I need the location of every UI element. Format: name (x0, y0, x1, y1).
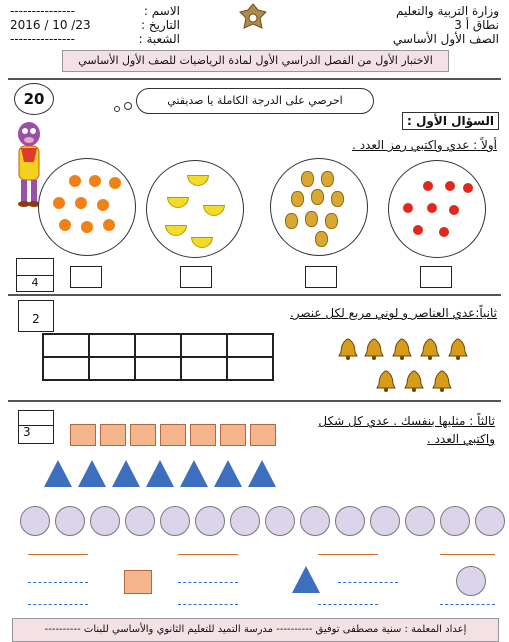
pineapple (285, 213, 298, 229)
apple (449, 205, 459, 215)
banana (203, 205, 225, 216)
grid-cell[interactable] (227, 334, 273, 357)
answer-line[interactable] (440, 604, 495, 605)
school-name: مدرسة التميد للتعليم الثانوي والأساسي للبنات (83, 624, 274, 635)
answer-line[interactable] (178, 582, 238, 583)
apple (439, 227, 449, 237)
ministry-name: وزارة التربية والتعليم (395, 4, 499, 18)
banana (187, 175, 209, 186)
question-2-instruction: ثانياً:عدي العناصر و لوني مربع لكل عنصر. (289, 306, 497, 320)
grid-cell[interactable] (89, 334, 135, 357)
circle-shape (20, 506, 50, 536)
pineapple (321, 171, 334, 187)
date-value: 2016 / 10 /23 (10, 18, 91, 32)
apple (445, 181, 455, 191)
answer-line[interactable] (178, 554, 238, 555)
answer-line[interactable] (440, 554, 495, 555)
section-field: --------------- (10, 32, 75, 46)
circle-shape (456, 566, 486, 596)
circle-shape (160, 506, 190, 536)
question-1-heading: السؤال الأول : (402, 112, 499, 130)
square-shape (250, 424, 276, 446)
apple (427, 203, 437, 213)
apple (463, 183, 473, 193)
circle-shape (125, 506, 155, 536)
answer-line[interactable] (28, 582, 88, 583)
pineapple (331, 191, 344, 207)
orange (75, 197, 87, 209)
answer-line[interactable] (318, 554, 378, 555)
triangle-shape (214, 460, 242, 487)
teacher-credit: إعداد المعلمة : سنية مصطفى توفيق (315, 624, 467, 635)
banana (167, 197, 189, 208)
divider (8, 400, 501, 402)
section-label: الشعبة : (138, 32, 180, 46)
square-shape (100, 424, 126, 446)
question-1-marks (16, 258, 54, 292)
banana-plate (146, 160, 244, 258)
grid-cell[interactable] (227, 357, 273, 380)
divider (8, 78, 501, 80)
circle-shape (440, 506, 470, 536)
grid-cell[interactable] (135, 357, 181, 380)
triangle-shape (44, 460, 72, 487)
squares-row (70, 424, 276, 446)
orange (81, 221, 93, 233)
name-field: --------------- (10, 4, 75, 18)
circle-shape (370, 506, 400, 536)
orange (59, 219, 71, 231)
square-shape (190, 424, 216, 446)
grid-cell[interactable] (181, 334, 227, 357)
circle-shape (405, 506, 435, 536)
triangle-shape (78, 460, 106, 487)
divider (8, 294, 501, 296)
question-2-marks (18, 300, 54, 332)
answer-box-apples[interactable] (420, 266, 452, 288)
footer-separator-2: ---------- (44, 624, 81, 635)
pineapple (291, 191, 304, 207)
pineapple (311, 189, 324, 205)
answer-line[interactable] (28, 554, 88, 555)
circle-shape (335, 506, 365, 536)
circle-shape (265, 506, 295, 536)
circle-shape (55, 506, 85, 536)
cloud-dot (124, 102, 132, 110)
cloud-dot (114, 106, 120, 112)
question-3-marks-value: 3 (23, 425, 31, 439)
square-shape (160, 424, 186, 446)
orange (103, 219, 115, 231)
score-total: 20 (14, 83, 54, 115)
grid-cell[interactable] (135, 334, 181, 357)
answer-box-bananas[interactable] (180, 266, 212, 288)
square-shape (130, 424, 156, 446)
grade-label: الصف الأول الأساسي (392, 32, 499, 46)
triangle-shape (146, 460, 174, 487)
triangles-row (44, 460, 276, 487)
triangle-shape (248, 460, 276, 487)
orange (53, 197, 65, 209)
apple-plate (388, 160, 486, 258)
grid-cell[interactable] (43, 357, 89, 380)
question-2-marks-value: 2 (32, 312, 40, 326)
footer-separator: ---------- (276, 624, 313, 635)
orange (109, 177, 121, 189)
exam-title: الاختبار الأول من الفصل الدراسي الأول لمادة الرياضيات للصف الأول الأساسي (62, 50, 449, 72)
answer-line[interactable] (318, 604, 378, 605)
apple (413, 225, 423, 235)
pineapple (315, 231, 328, 247)
question-3-line1: ثالثاً : مثليها بنفسك . عدي كل شكل (318, 414, 495, 428)
pineapple (325, 213, 338, 229)
apple (423, 181, 433, 191)
pineapple (305, 211, 318, 227)
grid-cell[interactable] (181, 357, 227, 380)
triangle-shape (180, 460, 208, 487)
circle-shape (300, 506, 330, 536)
grid-cell[interactable] (43, 334, 89, 357)
answer-line[interactable] (338, 582, 398, 583)
answer-line[interactable] (178, 604, 238, 605)
student-info (10, 4, 180, 46)
pineapple-plate (270, 158, 368, 256)
name-label: الاسم : (143, 4, 180, 18)
orange (89, 175, 101, 187)
square-shape (70, 424, 96, 446)
zone-label: نطاق أ 3 (454, 18, 499, 32)
question-3-instruction (318, 412, 495, 448)
triangle-shape (292, 566, 320, 593)
triangle-shape (112, 460, 140, 487)
square-shape (124, 570, 152, 594)
uae-emblem-icon (238, 2, 268, 36)
apple (403, 203, 413, 213)
grid-cell[interactable] (89, 357, 135, 380)
question-1-marks-value: 4 (31, 276, 39, 289)
circle-shape (475, 506, 505, 536)
question-1-instruction: أولاً : عدي واكتبي رمز العدد . (352, 138, 497, 152)
circles-row (20, 506, 505, 536)
question-3-marks (18, 410, 54, 444)
date-label: التاريخ : (140, 18, 180, 32)
encouragement-cloud: احرصي على الدرجة الكاملة يا صديقتي (136, 88, 374, 114)
question-3-line2: واكتبي العدد . (427, 432, 495, 446)
circle-shape (230, 506, 260, 536)
circle-shape (195, 506, 225, 536)
orange (69, 175, 81, 187)
pineapple (301, 171, 314, 187)
ministry-header (393, 4, 499, 46)
answer-box-pineapples[interactable] (305, 266, 337, 288)
footer-bar (12, 618, 499, 642)
circle-shape (90, 506, 120, 536)
banana (191, 237, 213, 248)
square-shape (220, 424, 246, 446)
answer-line[interactable] (28, 604, 88, 605)
orange (97, 199, 109, 211)
coloring-grid (42, 333, 274, 381)
bells-group (336, 334, 476, 396)
answer-box-oranges[interactable] (70, 266, 102, 288)
banana (165, 225, 187, 236)
orange-plate (38, 158, 136, 256)
